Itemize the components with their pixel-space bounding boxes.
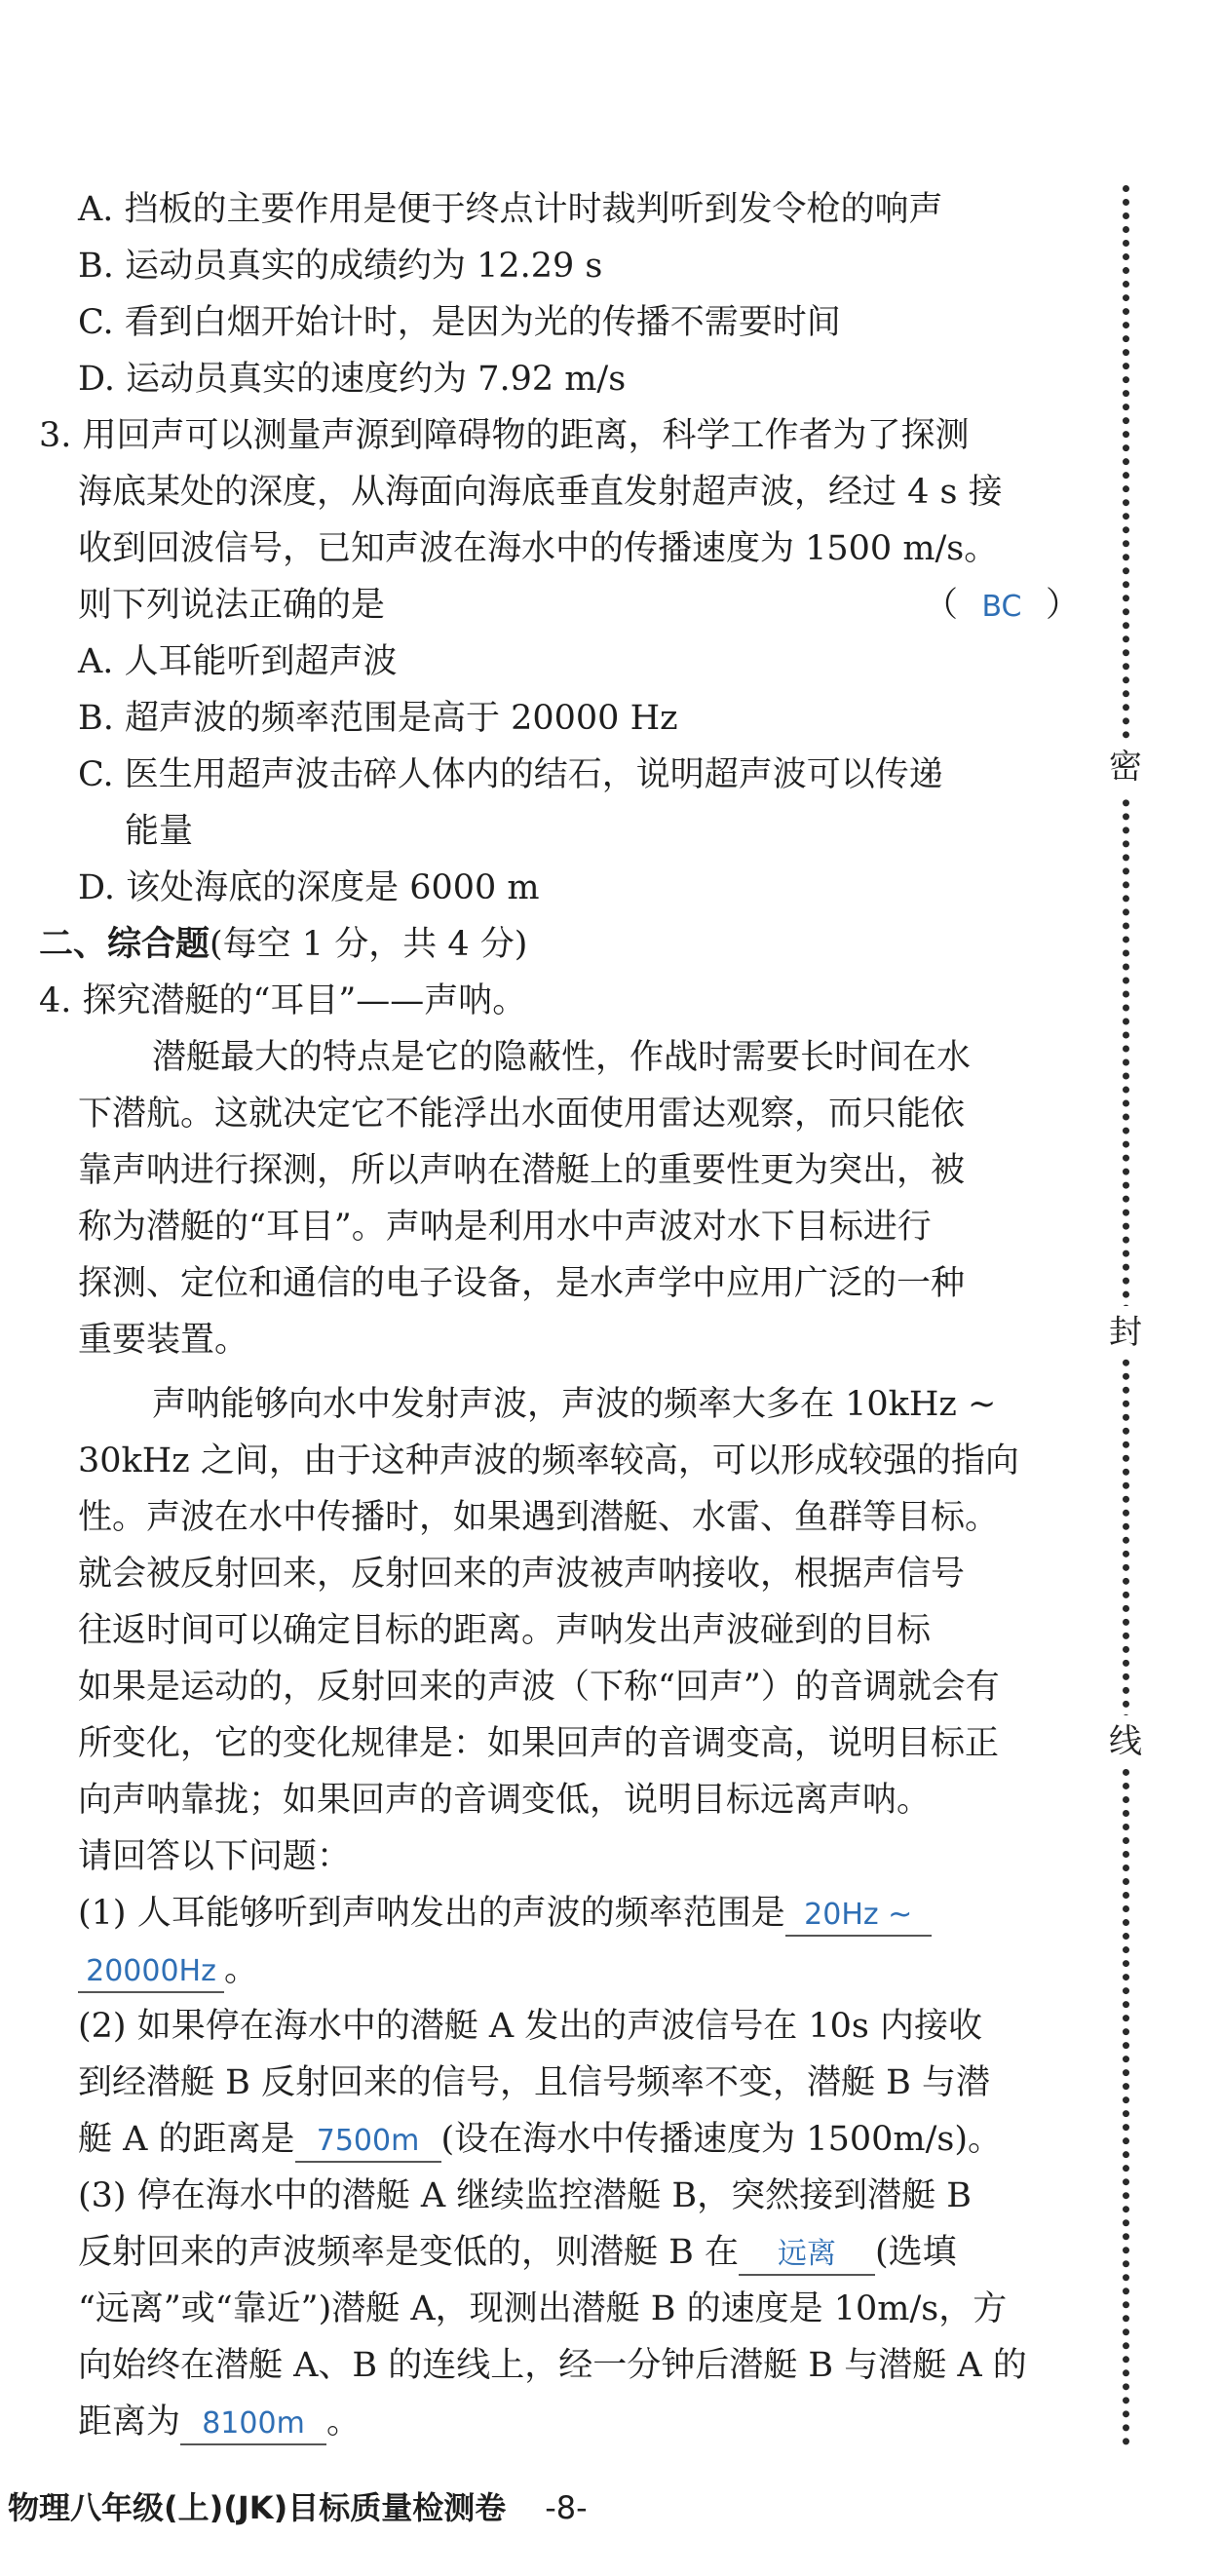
q4-sub3-line-4: 向始终在潜艇 A、B 的连线上，经一分钟后潜艇 B 与潜艇 A 的: [78, 2346, 1027, 2385]
q4-sub2-line3-pre: 艇 A 的距离是: [78, 2120, 295, 2159]
q4-sub2-answer: 7500m: [295, 2122, 441, 2163]
q2-option-a: A. 挡板的主要作用是便于终点计时裁判听到发令枪的响声: [78, 190, 943, 229]
q3-option-a: A. 人耳能听到超声波: [78, 642, 398, 681]
seal-mark-mi: 密: [1099, 741, 1152, 793]
q3-option-d: D. 该处海底的深度是 6000 m: [78, 868, 540, 907]
section-2-note: (每空 1 分，共 4 分): [210, 925, 528, 964]
footer-book-title: 物理八年级(上)(JK)目标质量检测卷: [8, 2489, 507, 2526]
q3-answer: BC: [981, 590, 1022, 624]
q4-para1-line-5: 探测、定位和通信的电子设备，是水声学中应用广泛的一种: [78, 1264, 966, 1303]
q4-sub3-line-5: [78, 2401, 361, 2445]
q3-option-b: B. 超声波的频率范围是高于 20000 Hz: [78, 699, 678, 738]
q2-option-c: C. 看到白烟开始计时，是因为光的传播不需要时间: [78, 303, 841, 342]
q2-option-b: B. 运动员真实的成绩约为 12.29 s: [78, 247, 603, 286]
q4-para2-line-4: 就会被反射回来，反射回来的声波被声呐接收，根据声信号: [78, 1555, 966, 1594]
q4-sub3-end: 。: [326, 2403, 362, 2441]
q3-stem-line-1: 3. 用回声可以测量声源到障碍物的距离，科学工作者为了探测: [39, 416, 970, 455]
section-2-heading: [39, 923, 527, 966]
q4-para1-line-2: 下潜航。这就决定它不能浮出水面使用雷达观察，而只能依: [78, 1095, 966, 1134]
q4-para2-line-6: 如果是运动的，反射回来的声波（下称“回声”）的音调就会有: [78, 1668, 1000, 1707]
q4-sub1-answer-b: 20000Hz: [78, 1952, 224, 1993]
q4-para1-line-1: 潜艇最大的特点是它的隐蔽性，作战时需要长时间在水: [152, 1038, 972, 1077]
q4-sub3-line-3: “远离”或“靠近”)潜艇 A，现测出潜艇 B 的速度是 10m/s，方: [78, 2289, 1008, 2328]
q4-sub3-line2-post: (选填: [874, 2233, 957, 2272]
q4-para2-line-1: 声呐能够向水中发射声波，声波的频率大多在 10kHz ~: [152, 1385, 997, 1424]
seal-mark-feng: 封: [1099, 1306, 1152, 1359]
q3-stem-line-2: 海底某处的深度，从海面向海底垂直发射超声波，经过 4 s 接: [78, 473, 1003, 512]
q4-sub3-answer-1: 远离: [739, 2235, 875, 2276]
q4-sub3-line2-pre: 反射回来的声波频率是变低的，则潜艇 B 在: [78, 2233, 739, 2272]
q3-answer-bracket: [924, 584, 1080, 629]
q4-sub1-answer-a: 20Hz ~: [785, 1896, 932, 1937]
q3-stem-line-3: 收到回波信号，已知声波在海水中的传播速度为 1500 m/s。: [78, 529, 999, 568]
q4-sub2-line-1: (2) 如果停在海水中的潜艇 A 发出的声波信号在 10s 内接收: [78, 2007, 982, 2046]
q4-para2-line-3: 性。声波在水中传播时，如果遇到潜艇、水雷、鱼群等目标。: [78, 1498, 1000, 1537]
q2-option-d: D. 运动员真实的速度约为 7.92 m/s: [78, 360, 627, 399]
q4-sub2-line-2: 到经潜艇 B 反射回来的信号，且信号频率不变，潜艇 B 与潜: [78, 2063, 990, 2102]
q4-sub1-line-2: [78, 1948, 258, 1993]
q4-para2-line-5: 往返时间可以确定目标的距离。声呐发出声波碰到的目标: [78, 1611, 932, 1650]
q3-option-c-cont: 能量: [125, 812, 194, 851]
q3-option-c: C. 医生用超声波击碎人体内的结石，说明超声波可以传递: [78, 755, 943, 794]
q4-sub2-line-3: [78, 2118, 1002, 2163]
q4-sub3-answer-2: 8100m: [180, 2404, 326, 2445]
bracket-close: ）: [1046, 586, 1081, 625]
q4-sub3-line5-pre: 距离为: [78, 2403, 181, 2441]
q4-sub3-line-2: [78, 2231, 957, 2276]
q4-sub1-line-1: [78, 1892, 932, 1937]
bracket-open: （: [924, 586, 959, 625]
seal-mark-xian: 线: [1099, 1715, 1152, 1768]
page-number: -8-: [545, 2489, 588, 2526]
q4-sub3-line-1: (3) 停在海水中的潜艇 A 继续监控潜艇 B，突然接到潜艇 B: [78, 2176, 972, 2215]
q4-para1-line-6: 重要装置。: [78, 1321, 249, 1360]
page-footer: [8, 2483, 588, 2528]
q4-sub1-end: 。: [224, 1950, 259, 1989]
q4-prompt: 请回答以下问题：: [78, 1837, 352, 1876]
q4-para1-line-3: 靠声呐进行探测，所以声呐在潜艇上的重要性更为突出，被: [78, 1151, 966, 1190]
q4-sub1-text: (1) 人耳能够听到声呐发出的声波的频率范围是: [78, 1894, 785, 1933]
q4-para2-line-8: 向声呐靠拢；如果回声的音调变低，说明目标远离声呐。: [78, 1781, 932, 1820]
q4-para2-line-7: 所变化，它的变化规律是：如果回声的音调变高，说明目标正: [78, 1724, 1000, 1763]
q4-sub2-line3-post: (设在海水中传播速度为 1500m/s)。: [440, 2120, 1002, 2159]
q4-title: 4. 探究潜艇的“耳目”——声呐。: [39, 981, 527, 1020]
q4-para2-line-2: 30kHz 之间，由于这种声波的频率较高，可以形成较强的指向: [78, 1442, 1019, 1480]
section-2-title: 二、综合题: [39, 925, 210, 964]
q3-stem-last: 则下列说法正确的是: [78, 586, 386, 625]
q4-para1-line-4: 称为潜艇的“耳目”。声呐是利用水中声波对水下目标进行: [78, 1208, 932, 1247]
